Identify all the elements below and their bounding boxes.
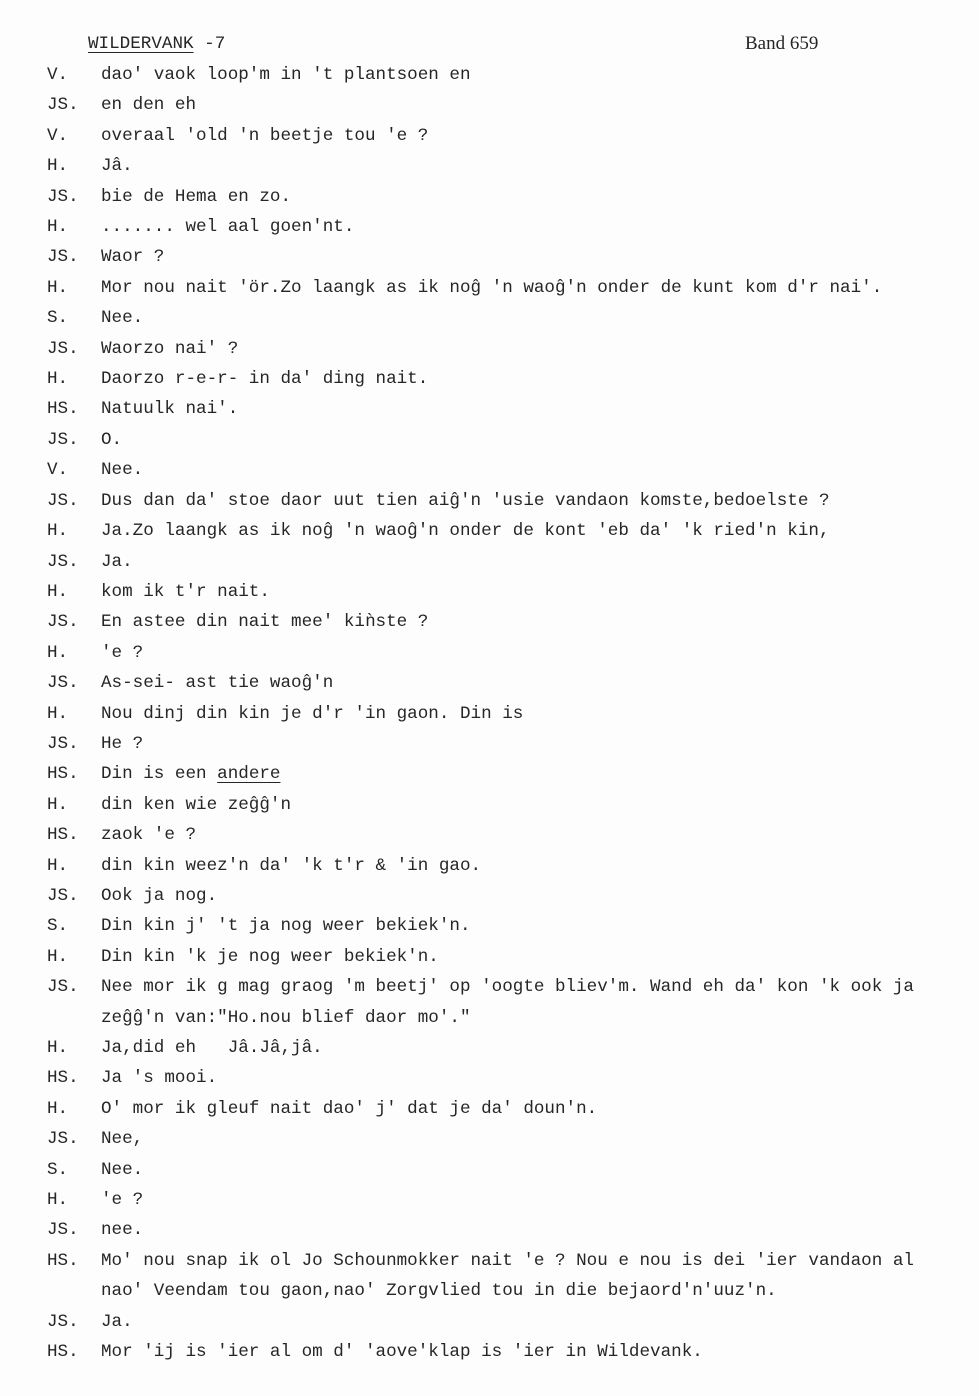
transcript-entry [47, 972, 947, 1033]
utterance-text [101, 182, 947, 212]
utterance-line: O. [101, 429, 123, 450]
transcript-entry [47, 1215, 947, 1245]
transcript-entry [47, 1185, 947, 1215]
utterance-line: zeĝĝ'n van:"Ho.nou blief daor mo'." [101, 1007, 471, 1028]
transcript-entry [47, 1337, 947, 1367]
utterance-text [101, 334, 947, 364]
utterance-text [101, 1063, 947, 1093]
speaker-label: HS. [47, 399, 79, 420]
transcript-entry [47, 699, 947, 729]
speaker-label: H. [47, 1190, 69, 1210]
utterance-text [101, 90, 947, 120]
utterance-text [101, 881, 947, 911]
transcript-entry [47, 516, 947, 546]
speaker-label: H. [47, 946, 69, 967]
transcript-entry [47, 1155, 947, 1185]
document-title [88, 29, 225, 59]
utterance-text [101, 759, 947, 789]
utterance-line: En astee din nait mee' kiǹste ? [101, 612, 429, 633]
utterance-line: Waorzo nai' ? [101, 338, 239, 359]
utterance-text [101, 394, 947, 424]
utterance-line: Ja,did eh Jâ.Jâ,jâ. [101, 1037, 323, 1058]
speaker-label: JS. [47, 186, 79, 207]
speaker-label: S. [47, 1159, 69, 1180]
transcript-entry [47, 394, 947, 424]
transcript-entry [47, 486, 947, 516]
utterance-line: zaok 'e ? [101, 825, 197, 846]
utterance-text [101, 851, 947, 881]
speaker-label: JS. [47, 551, 79, 572]
utterance-text [101, 455, 947, 485]
utterance-line: Nee. [101, 460, 144, 481]
speaker-label: H. [47, 277, 69, 298]
utterance-line: Mor nou nait 'ör.Zo laangk as ik noĝ 'n waoĝ'n onder de kunt kom d'r nai'. [101, 277, 883, 298]
speaker-label: H. [47, 369, 69, 390]
speaker-label: H. [47, 794, 69, 815]
utterance-line: 'e ? [101, 642, 144, 663]
transcript-entry [47, 759, 947, 789]
utterance-text [101, 1033, 947, 1063]
transcript-entry [47, 790, 947, 820]
speaker-label: H. [47, 855, 69, 876]
utterance-line: Mo' nou snap ik ol Jo Schounmokker nait 'e ? Nou e nou is dei 'ier vandaon al [101, 1250, 914, 1271]
speaker-label: JS. [47, 977, 79, 998]
utterance-line: Din is een andere [101, 764, 281, 785]
speaker-label: V. [47, 65, 69, 85]
utterance-line: Waor ? [101, 247, 165, 268]
transcript-entry [47, 1033, 947, 1063]
utterance-text [101, 638, 947, 668]
utterance-line: Daorzo r-e-r- in da' ding nait. [101, 369, 429, 390]
utterance-line: Ook ja nog. [101, 885, 218, 906]
utterance-text [101, 303, 947, 333]
transcript-entry [47, 303, 947, 333]
transcript-entry [47, 242, 947, 272]
utterance-text [101, 911, 947, 941]
utterance-text [101, 1185, 947, 1215]
transcript-entry [47, 942, 947, 972]
speaker-label: JS. [47, 1220, 79, 1241]
utterance-text [101, 1124, 947, 1154]
utterance-text [101, 547, 947, 577]
utterance-line: Din kin 'k je nog weer bekiek'n. [101, 946, 439, 967]
transcript-entry [47, 577, 947, 607]
speaker-label: H. [47, 156, 69, 177]
transcript-entry [47, 1307, 947, 1337]
speaker-label: H. [47, 1037, 69, 1058]
utterance-text [101, 1246, 947, 1307]
speaker-label: JS. [47, 247, 79, 268]
speaker-label: JS. [47, 1129, 79, 1150]
utterance-line: Ja. [101, 551, 133, 572]
utterance-line: kom ik t'r nait. [101, 581, 270, 602]
utterance-line: Nee, [101, 1129, 144, 1150]
utterance-text [101, 729, 947, 759]
speaker-label: JS. [47, 673, 79, 694]
speaker-label: H. [47, 521, 69, 542]
utterance-text [101, 242, 947, 272]
utterance-line: din kin weez'n da' 'k t'r & 'in gao. [101, 855, 482, 876]
transcript-entry [47, 820, 947, 850]
utterance-text [101, 1094, 947, 1124]
speaker-label: HS. [47, 1068, 79, 1089]
utterance-text [101, 516, 947, 546]
utterance-line: Ja 's mooi. [101, 1068, 218, 1089]
page-number: -7 [204, 34, 226, 54]
transcript-entry [47, 455, 947, 485]
transcript-entry [47, 364, 947, 394]
utterance-text [101, 1155, 947, 1185]
utterance-line: 'e ? [101, 1190, 144, 1210]
transcript-entry [47, 729, 947, 759]
transcript-entry [47, 1063, 947, 1093]
utterance-text [101, 425, 947, 455]
transcript-entry [47, 151, 947, 181]
speaker-label: HS. [47, 825, 79, 846]
utterance-text [101, 212, 947, 242]
place-name: WILDERVANK [88, 34, 194, 54]
utterance-text [101, 364, 947, 394]
utterance-text [101, 577, 947, 607]
speaker-label: JS. [47, 885, 79, 906]
utterance-line: Ja.Zo laangk as ik noĝ 'n waoĝ'n onder de kont 'eb da' 'k ried'n kin, [101, 521, 830, 542]
utterance-line: Nee mor ik g mag graog 'm beetj' op 'oogte bliev'm. Wand eh da' kon 'k ook ja [101, 977, 914, 998]
speaker-label: JS. [47, 429, 79, 450]
utterance-text [101, 1215, 947, 1245]
utterance-line: ....... wel aal goen'nt. [101, 217, 355, 238]
transcript-entry [47, 911, 947, 941]
utterance-text [101, 121, 947, 151]
utterance-line: din ken wie zeĝĝ'n [101, 794, 292, 815]
speaker-label: V. [47, 125, 69, 146]
transcript-entry [47, 851, 947, 881]
speaker-label: HS. [47, 1250, 79, 1271]
utterance-line: Jâ. [101, 156, 133, 177]
utterance-line: As-sei- ast tie waoĝ'n [101, 673, 334, 694]
utterance-line: Din kin j' 't ja nog weer bekiek'n. [101, 916, 471, 937]
utterance-line: He ? [101, 733, 144, 754]
utterance-text [101, 273, 947, 303]
band-number: Band 659 [745, 33, 819, 54]
utterance-line: Mor 'ij is 'ier al om d' 'aove'klap is 'ier in Wildevank. [101, 1342, 703, 1362]
transcript-entry [47, 60, 947, 90]
speaker-label: HS. [47, 1342, 79, 1362]
transcript-entry [47, 425, 947, 455]
utterance-text [101, 486, 947, 516]
speaker-label: JS. [47, 733, 79, 754]
speaker-label: H. [47, 581, 69, 602]
transcript-entry [47, 638, 947, 668]
transcript-entry [47, 1124, 947, 1154]
transcript-entry [47, 1246, 947, 1307]
transcript-entry [47, 334, 947, 364]
speaker-label: JS. [47, 1311, 79, 1332]
transcript-entry [47, 212, 947, 242]
utterance-text [101, 820, 947, 850]
transcript [47, 60, 947, 1367]
utterance-line: O' mor ik gleuf nait dao' j' dat je da' doun'n. [101, 1098, 598, 1119]
transcript-entry [47, 668, 947, 698]
utterance-line: dao' vaok loop'm in 't plantsoen en [101, 65, 471, 85]
speaker-label: JS. [47, 490, 79, 511]
utterance-line: Ja. [101, 1311, 133, 1332]
utterance-line: Nee. [101, 1159, 144, 1180]
page-header [0, 29, 979, 59]
transcript-entry [47, 182, 947, 212]
utterance-text [101, 607, 947, 637]
speaker-label: HS. [47, 764, 79, 785]
utterance-line: nee. [101, 1220, 144, 1241]
utterance-text [101, 699, 947, 729]
speaker-label: JS. [47, 338, 79, 359]
transcript-entry [47, 547, 947, 577]
utterance-text [101, 151, 947, 181]
speaker-label: H. [47, 703, 69, 724]
speaker-label: JS. [47, 95, 79, 116]
utterance-text [101, 790, 947, 820]
speaker-label: H. [47, 642, 69, 663]
speaker-label: S. [47, 916, 69, 937]
transcript-entry [47, 607, 947, 637]
transcript-entry [47, 881, 947, 911]
utterance-text [101, 1307, 947, 1337]
utterance-line: nao' Veendam tou gaon,nao' Zorgvlied tou in die bejaord'n'uuz'n. [101, 1281, 777, 1302]
transcript-entry [47, 90, 947, 120]
utterance-line: overaal 'old 'n beetje tou 'e ? [101, 125, 429, 146]
transcript-entry [47, 121, 947, 151]
utterance-text [101, 1337, 947, 1367]
underlined-word: andere [217, 764, 281, 785]
speaker-label: H. [47, 1098, 69, 1119]
speaker-label: H. [47, 217, 69, 238]
speaker-label: S. [47, 308, 69, 329]
utterance-text [101, 942, 947, 972]
utterance-text [101, 668, 947, 698]
transcript-entry [47, 1094, 947, 1124]
utterance-line: en den eh [101, 95, 197, 116]
utterance-line: Nee. [101, 308, 144, 329]
utterance-line: Dus dan da' stoe daor uut tien aiĝ'n 'usie vandaon komste,bedoelste ? [101, 490, 830, 511]
utterance-line: Natuulk nai'. [101, 399, 239, 420]
utterance-text [101, 60, 947, 90]
speaker-label: V. [47, 460, 69, 481]
transcript-entry [47, 273, 947, 303]
utterance-line: bie de Hema en zo. [101, 186, 292, 207]
speaker-label: JS. [47, 612, 79, 633]
utterance-text [101, 972, 947, 1033]
utterance-line: Nou dinj din kin je d'r 'in gaon. Din is [101, 703, 524, 724]
